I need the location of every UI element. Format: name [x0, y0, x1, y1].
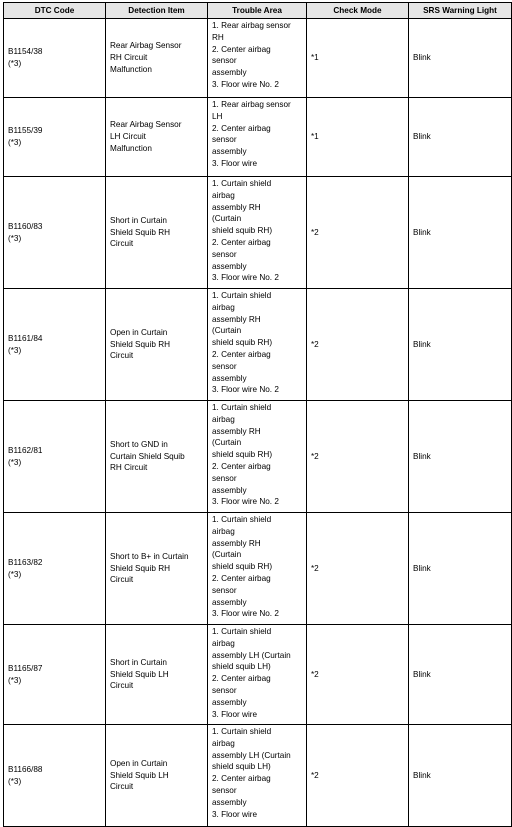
- srs-warning-light-cell: [409, 401, 512, 513]
- area-line: (Curtain: [212, 326, 242, 336]
- area-line: airbag: [212, 190, 235, 200]
- item-line: Open in Curtain: [110, 758, 168, 768]
- area-line: 3. Floor wire No. 2: [212, 497, 279, 507]
- trouble-area-cell: [208, 98, 307, 177]
- trouble-area-cell: [208, 513, 307, 625]
- area-line: airbag: [212, 302, 235, 312]
- item-line: Short in Curtain: [110, 657, 167, 667]
- code-line: B1160/83: [8, 221, 43, 231]
- code-line: (*3): [8, 345, 22, 355]
- trouble-area-cell: [208, 401, 307, 513]
- area-line: assembly RH: [212, 538, 261, 548]
- dtc-code-cell: [4, 289, 106, 401]
- area-line: shield squib LH): [212, 762, 271, 772]
- item-line: Circuit: [110, 351, 134, 361]
- area-line: assembly RH: [212, 314, 261, 324]
- item-line: Short in Curtain: [110, 215, 167, 225]
- item-line: Shield Squib LH: [110, 669, 169, 679]
- item-line: Shield Squib RH: [110, 227, 171, 237]
- item-line: Circuit: [110, 575, 134, 585]
- area-line: shield squib RH): [212, 562, 273, 572]
- trouble-area-cell: [208, 289, 307, 401]
- item-line: Malfunction: [110, 143, 152, 153]
- item-line: Short to B+ in Curtain: [110, 551, 189, 561]
- item-line: LH Circuit: [110, 132, 146, 142]
- area-line: RH: [212, 32, 224, 42]
- dtc-code-cell: [4, 513, 106, 625]
- item-line: Short to GND in: [110, 439, 168, 449]
- light-value: Blink: [413, 451, 431, 461]
- mode-value: *1: [311, 132, 319, 142]
- srs-warning-light-cell: [409, 513, 512, 625]
- check-mode-cell: [307, 177, 409, 289]
- area-line: sensor: [212, 785, 237, 795]
- area-line: assembly: [212, 697, 247, 707]
- item-line: Shield Squib LH: [110, 770, 169, 780]
- area-line: (Curtain: [212, 438, 242, 448]
- mode-value: *1: [311, 53, 319, 63]
- check-mode-cell: [307, 19, 409, 98]
- code-line: (*3): [8, 138, 22, 147]
- table-row: [4, 401, 512, 513]
- area-line: sensor: [212, 249, 237, 259]
- area-line: assembly: [212, 597, 247, 607]
- area-line: assembly: [212, 485, 247, 495]
- dtc-code-cell: [4, 401, 106, 513]
- area-line: 3. Floor wire No. 2: [212, 273, 279, 283]
- check-mode-cell: [307, 513, 409, 625]
- header-detection-item: Detection Item: [106, 3, 208, 19]
- area-line: 2. Center airbag: [212, 237, 271, 247]
- light-value: Blink: [413, 227, 431, 237]
- area-line: 2. Center airbag: [212, 674, 271, 684]
- code-line: B1162/81: [8, 445, 43, 455]
- check-mode-cell: [307, 725, 409, 827]
- header-trouble-area: Trouble Area: [208, 3, 307, 19]
- area-line: 2. Center airbag: [212, 774, 271, 784]
- trouble-area-cell: [208, 177, 307, 289]
- item-line: Malfunction: [110, 64, 152, 74]
- item-line: Circuit: [110, 681, 134, 691]
- trouble-area-cell: [208, 625, 307, 725]
- area-line: 3. Floor wire: [212, 158, 258, 168]
- code-line: B1155/39: [8, 126, 43, 136]
- detection-item-cell: [106, 725, 208, 827]
- mode-value: *2: [311, 339, 319, 349]
- srs-warning-light-cell: [409, 289, 512, 401]
- item-line: Rear Airbag Sensor: [110, 120, 182, 130]
- area-line: (Curtain: [212, 550, 242, 560]
- item-line: RH Circuit: [110, 53, 148, 63]
- item-line: Rear Airbag Sensor: [110, 41, 182, 51]
- code-line: (*3): [8, 457, 22, 467]
- code-line: (*3): [8, 569, 22, 579]
- item-line: Open in Curtain: [110, 327, 168, 337]
- light-value: Blink: [413, 339, 431, 349]
- code-line: (*3): [8, 233, 22, 243]
- dtc-code-cell: [4, 625, 106, 725]
- light-value: Blink: [413, 132, 431, 142]
- area-line: (Curtain: [212, 214, 242, 224]
- code-line: B1166/88: [8, 764, 43, 774]
- detection-item-cell: [106, 401, 208, 513]
- light-value: Blink: [413, 669, 431, 679]
- area-line: 1. Curtain shield: [212, 403, 272, 412]
- srs-warning-light-cell: [409, 625, 512, 725]
- table-row: [4, 19, 512, 98]
- area-line: assembly RH: [212, 426, 261, 436]
- area-line: sensor: [212, 585, 237, 595]
- header-check-mode: Check Mode: [307, 3, 409, 19]
- area-line: assembly RH: [212, 202, 261, 212]
- area-line: shield squib RH): [212, 226, 273, 236]
- area-line: 2. Center airbag: [212, 349, 271, 359]
- area-line: sensor: [212, 473, 237, 483]
- area-line: 3. Floor wire: [212, 709, 258, 719]
- srs-warning-light-cell: [409, 725, 512, 827]
- code-line: B1161/84: [8, 333, 43, 343]
- item-line: Circuit: [110, 239, 134, 249]
- check-mode-cell: [307, 625, 409, 725]
- area-line: airbag: [212, 738, 235, 748]
- area-line: assembly: [212, 261, 247, 271]
- area-line: 1. Curtain shield: [212, 727, 272, 736]
- mode-value: *2: [311, 451, 319, 461]
- table-row: [4, 625, 512, 725]
- area-line: shield squib RH): [212, 338, 273, 348]
- item-line: RH Circuit: [110, 463, 148, 473]
- area-line: airbag: [212, 526, 235, 536]
- table-row: [4, 725, 512, 827]
- detection-item-cell: [106, 625, 208, 725]
- area-line: shield squib RH): [212, 450, 273, 460]
- detection-item-cell: [106, 177, 208, 289]
- table-header-row: [4, 3, 512, 19]
- area-line: airbag: [212, 414, 235, 424]
- area-line: 1. Rear airbag sensor: [212, 100, 291, 109]
- light-value: Blink: [413, 770, 431, 780]
- item-line: Circuit: [110, 782, 134, 792]
- area-line: 2. Center airbag: [212, 461, 271, 471]
- area-line: LH: [212, 111, 223, 121]
- area-line: 1. Rear airbag sensor: [212, 21, 291, 30]
- header-dtc-code: DTC Code: [4, 3, 106, 19]
- detection-item-cell: [106, 19, 208, 98]
- detection-item-cell: [106, 289, 208, 401]
- check-mode-cell: [307, 98, 409, 177]
- item-line: Shield Squib RH: [110, 339, 171, 349]
- area-line: 1. Curtain shield: [212, 291, 272, 300]
- code-line: (*3): [8, 675, 22, 685]
- light-value: Blink: [413, 53, 431, 63]
- area-line: 1. Curtain shield: [212, 515, 272, 524]
- item-line: Shield Squib RH: [110, 563, 171, 573]
- detection-item-cell: [106, 513, 208, 625]
- check-mode-cell: [307, 401, 409, 513]
- srs-warning-light-cell: [409, 19, 512, 98]
- code-line: B1154/38: [8, 47, 43, 57]
- area-line: 2. Center airbag: [212, 44, 271, 54]
- code-line: B1165/87: [8, 663, 43, 673]
- area-line: sensor: [212, 135, 237, 145]
- area-line: sensor: [212, 56, 237, 66]
- area-line: 3. Floor wire: [212, 809, 258, 819]
- code-line: (*3): [8, 776, 22, 786]
- table-row: [4, 177, 512, 289]
- detection-item-cell: [106, 98, 208, 177]
- check-mode-cell: [307, 289, 409, 401]
- trouble-area-cell: [208, 725, 307, 827]
- table-row: [4, 98, 512, 177]
- area-line: shield squib LH): [212, 662, 271, 672]
- code-line: (*3): [8, 59, 22, 68]
- area-line: 3. Floor wire No. 2: [212, 609, 279, 619]
- header-srs-warning-light: SRS Warning Light: [409, 3, 512, 19]
- mode-value: *2: [311, 669, 319, 679]
- area-line: 1. Curtain shield: [212, 627, 272, 636]
- dtc-code-cell: [4, 725, 106, 827]
- area-line: airbag: [212, 638, 235, 648]
- light-value: Blink: [413, 563, 431, 573]
- area-line: assembly LH (Curtain: [212, 650, 291, 660]
- area-line: 3. Floor wire No. 2: [212, 385, 279, 395]
- area-line: assembly: [212, 68, 247, 78]
- dtc-table: [3, 2, 512, 827]
- trouble-area-cell: [208, 19, 307, 98]
- srs-warning-light-cell: [409, 177, 512, 289]
- area-line: 1. Curtain shield: [212, 179, 272, 188]
- area-line: assembly LH (Curtain: [212, 750, 291, 760]
- srs-warning-light-cell: [409, 98, 512, 177]
- mode-value: *2: [311, 770, 319, 780]
- dtc-code-cell: [4, 98, 106, 177]
- table-body: [4, 19, 512, 827]
- table-row: [4, 513, 512, 625]
- mode-value: *2: [311, 563, 319, 573]
- area-line: sensor: [212, 685, 237, 695]
- area-line: 3. Floor wire No. 2: [212, 79, 279, 89]
- area-line: assembly: [212, 797, 247, 807]
- table-row: [4, 289, 512, 401]
- area-line: assembly: [212, 147, 247, 157]
- dtc-code-cell: [4, 177, 106, 289]
- area-line: 2. Center airbag: [212, 123, 271, 133]
- item-line: Curtain Shield Squib: [110, 451, 185, 461]
- area-line: 2. Center airbag: [212, 573, 271, 583]
- area-line: sensor: [212, 361, 237, 371]
- area-line: assembly: [212, 373, 247, 383]
- code-line: B1163/82: [8, 557, 43, 567]
- dtc-code-cell: [4, 19, 106, 98]
- mode-value: *2: [311, 227, 319, 237]
